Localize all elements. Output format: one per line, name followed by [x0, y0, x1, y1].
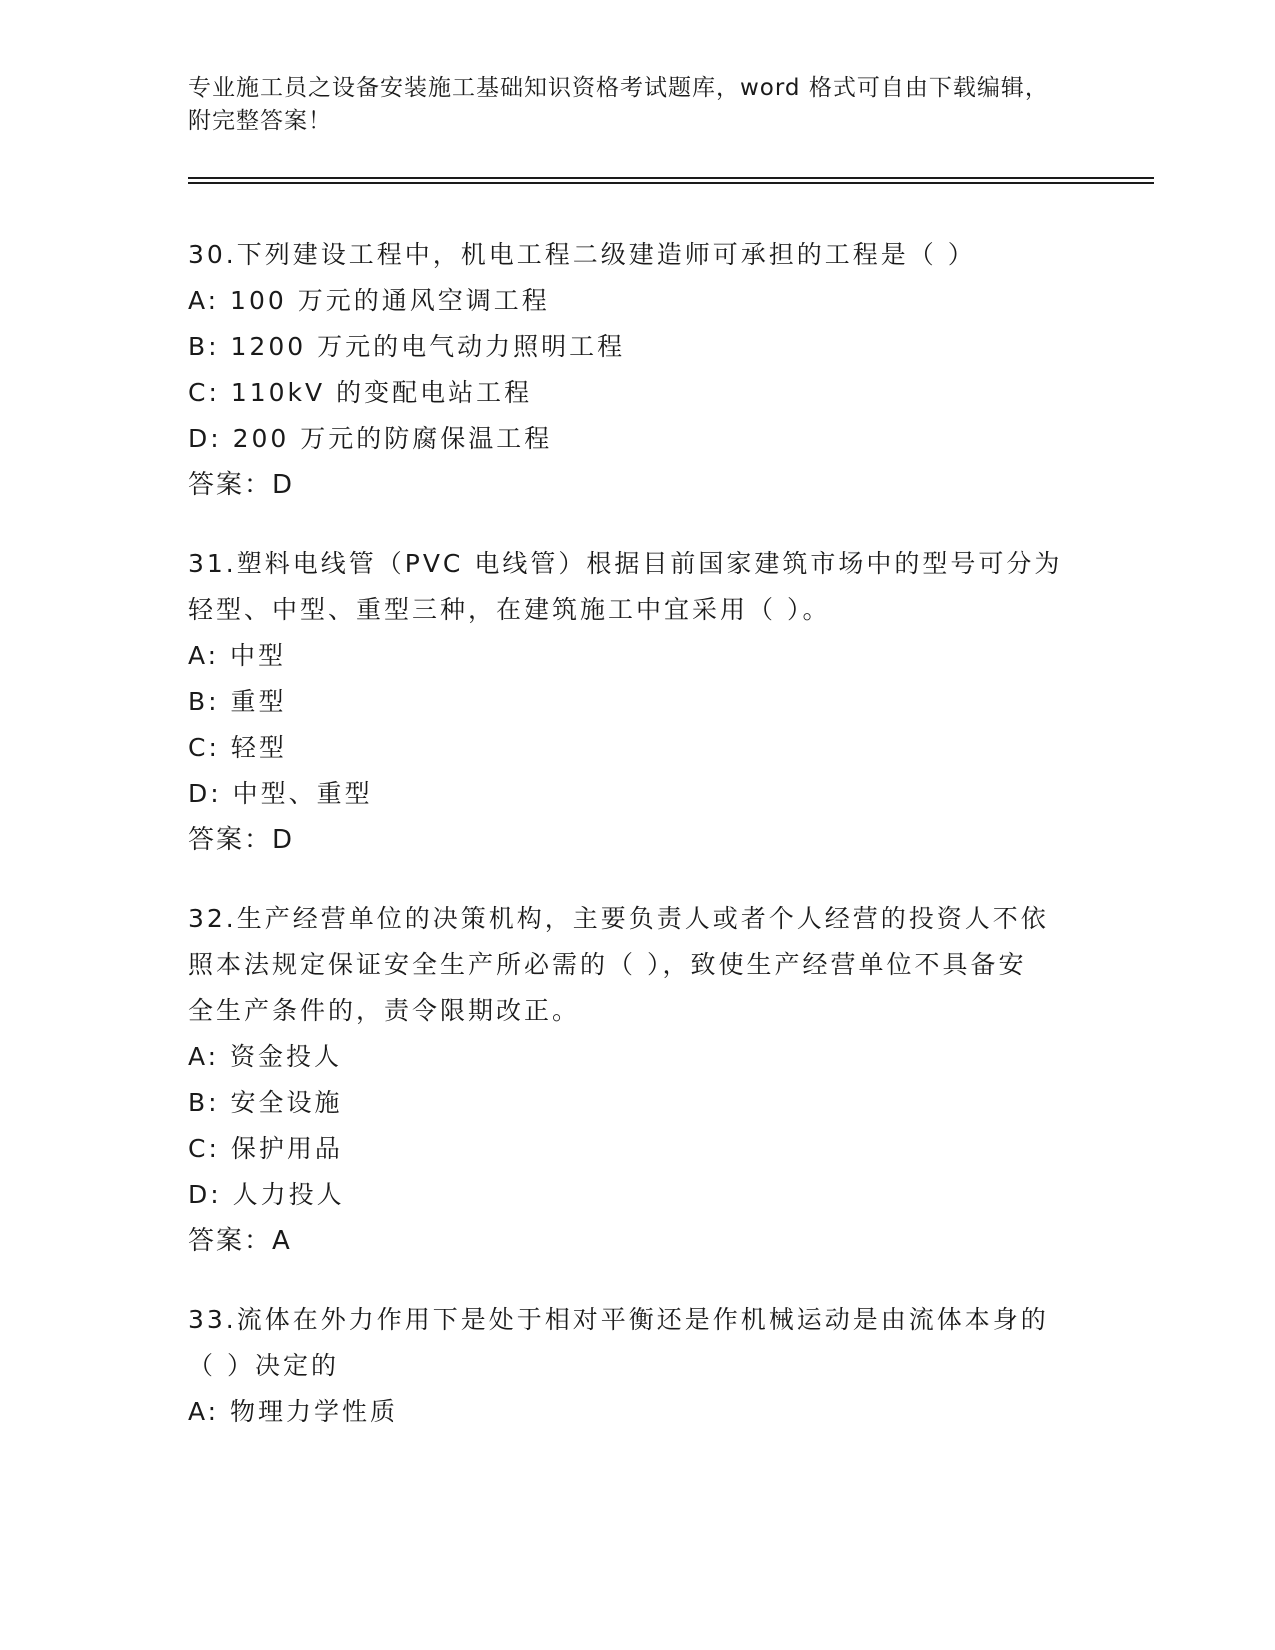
document-header: [188, 72, 1088, 138]
option-a: A: 100 万元的通风空调工程: [188, 286, 550, 315]
question-stem: 全生产条件的，责令限期改正。: [188, 996, 581, 1025]
answer: 答案：D: [188, 470, 295, 500]
header-line-1: 专业施工员之设备安装施工基础知识资格考试题库，word 格式可自由下载编辑，: [188, 75, 1049, 101]
question-stem: 轻型、中型、重型三种，在建筑施工中宜采用（ ）。: [188, 595, 831, 624]
question-stem: 33.流体在外力作用下是处于相对平衡还是作机械运动是由流体本身的: [188, 1305, 1049, 1334]
question-stem: （ ）决定的: [188, 1351, 339, 1380]
answer: 答案：D: [188, 825, 295, 855]
option-d: D: 人力投人: [188, 1180, 345, 1209]
question-32: [188, 896, 1088, 1264]
option-b: B: 重型: [188, 687, 287, 716]
question-stem: 30.下列建设工程中，机电工程二级建造师可承担的工程是（ ）: [188, 240, 976, 269]
option-b: B: 安全设施: [188, 1088, 343, 1117]
question-list: [188, 232, 1088, 1468]
option-b: B: 1200 万元的电气动力照明工程: [188, 332, 626, 361]
option-a: A: 中型: [188, 641, 287, 670]
question-30: [188, 232, 1088, 508]
option-a: A: 资金投人: [188, 1042, 343, 1071]
option-c: C: 轻型: [188, 733, 287, 762]
question-31: [188, 541, 1088, 863]
question-stem: 照本法规定保证安全生产所必需的（ ），致使生产经营单位不具备安: [188, 950, 1027, 979]
option-d: D: 中型、重型: [188, 779, 373, 808]
option-c: C: 110kV 的变配电站工程: [188, 378, 533, 407]
header-rule-bottom: [188, 182, 1154, 184]
header-rule-top: [188, 177, 1154, 179]
option-a: A: 物理力学性质: [188, 1397, 399, 1426]
option-c: C: 保护用品: [188, 1134, 343, 1163]
header-line-2: 附完整答案！: [188, 108, 332, 134]
question-stem: 31.塑料电线管（PVC 电线管）根据目前国家建筑市场中的型号可分为: [188, 549, 1063, 578]
question-33: [188, 1297, 1088, 1435]
option-d: D: 200 万元的防腐保温工程: [188, 424, 553, 453]
question-stem: 32.生产经营单位的决策机构，主要负责人或者个人经营的投资人不依: [188, 904, 1049, 933]
answer: 答案：A: [188, 1226, 292, 1256]
